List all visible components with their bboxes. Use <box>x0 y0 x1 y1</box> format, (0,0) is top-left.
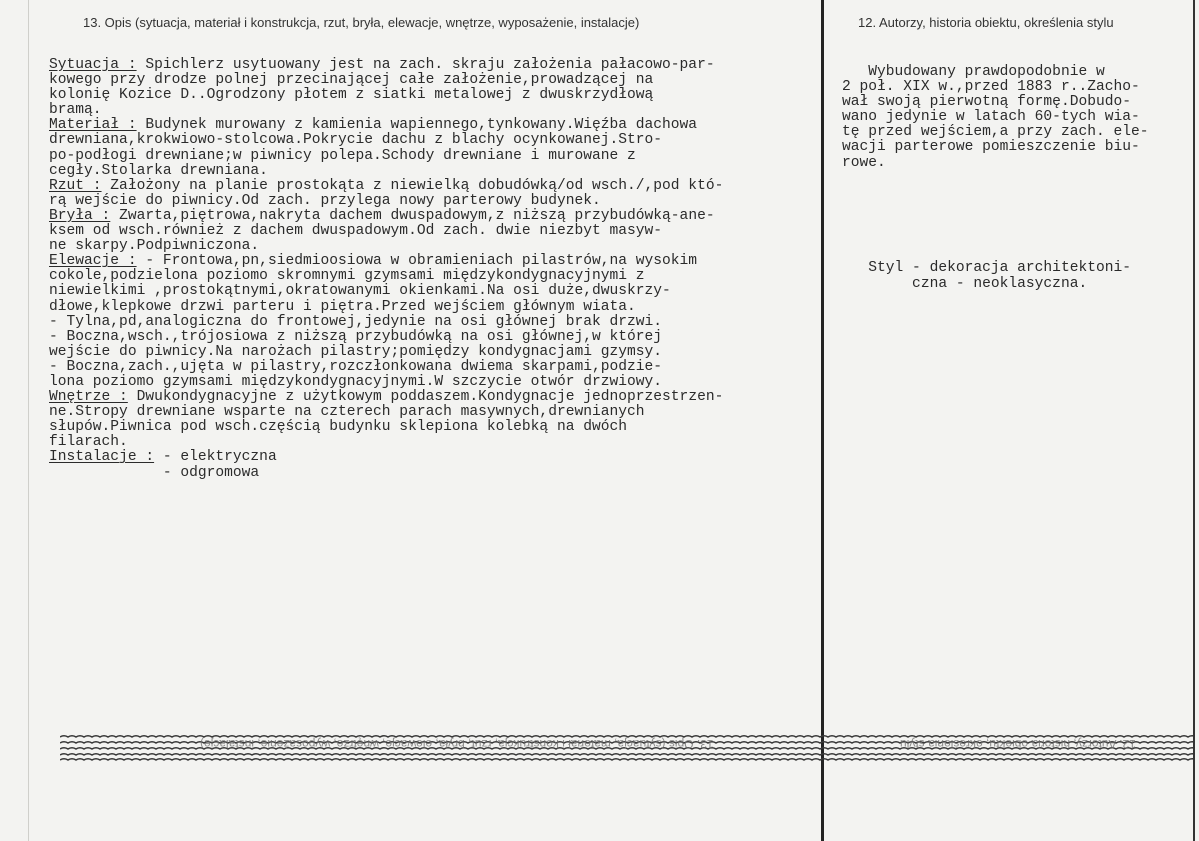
description-line <box>49 450 819 465</box>
description-line <box>49 118 819 133</box>
section-label: Instalacje : <box>49 449 155 466</box>
wave-line <box>60 754 1193 755</box>
description-line <box>49 284 819 299</box>
description-line <box>49 435 819 450</box>
line-text: dłowe,klepkowe drzwi parteru i piętra.Przed wejściem głównym wiata. <box>49 298 636 315</box>
line-text: rą wejście do piwnicy.Od zach. przylega nowy parterowy budynek. <box>49 192 601 209</box>
line-text: kowego przy drodze polnej przecinającej całe założenie,prowadzącej na <box>49 72 654 89</box>
description-line <box>49 466 819 481</box>
section-label: Wnętrze : <box>49 389 128 406</box>
line-text: filarach. <box>49 434 128 451</box>
description-line <box>49 179 819 194</box>
line-text: Budynek murowany z kamienia wapiennego,tynkowany.Więźba dachowa <box>136 117 698 134</box>
description-line <box>49 300 819 315</box>
style-line: Styl - dekoracja architektoni- <box>842 260 1132 276</box>
description-line <box>49 239 819 254</box>
line-text: cokole,podzielona poziomo skromnymi gzymsami międzykondygnacyjnymi z <box>49 268 645 285</box>
line-text: niewielkimi ,prostokątnymi,okratowanymi okienkami.Na osi duże,dwuskrzy- <box>49 283 671 300</box>
section-label: Rzut : <box>49 177 102 194</box>
history-line: tę przed wejściem,a przy zach. ele- <box>842 124 1149 141</box>
wave-line <box>60 759 1193 760</box>
column-divider <box>821 0 824 841</box>
line-text: wejście do piwnicy.Na narożach pilastry;pomiędzy kondygnacjami gzymsy. <box>49 343 663 360</box>
section-label: Materiał : <box>49 117 137 134</box>
line-text: Założony na planie prostokąta z niewielką dobudówką/od wsch./,pod któ- <box>101 177 724 194</box>
line-text: po-podłogi drewniane;w piwnicy polepa.Schody drewniane i murowane z <box>49 147 636 164</box>
line-text: ksem od wsch.również z dachem dwuspadowym.Od zach. dwie niezbyt masyw- <box>49 223 663 240</box>
line-text: cegły.Stolarka drewniana. <box>49 162 268 179</box>
description-line <box>49 269 819 284</box>
history-line: 2 poł. XIX w.,przed 1883 r..Zacho- <box>842 79 1140 96</box>
line-text: - Boczna,zach.,ujęta w pilastry,rozczłonkowana dwiema skarpami,podzie- <box>49 358 663 375</box>
description-line <box>49 420 819 435</box>
history-line: wacji parterowe pomieszczenie biu- <box>842 139 1140 156</box>
section-12-header: 12. Autorzy, historia obiektu, określenia stylu <box>858 15 1114 30</box>
description-line <box>49 360 819 375</box>
section-13-header: 13. Opis (sytuacja, materiał i konstrukcja, rzut, bryła, elewacje, wnętrze, wyposażenie, instalacje) <box>83 15 640 30</box>
right-border <box>1193 0 1195 841</box>
description-line <box>49 315 819 330</box>
line-text: Zwarta,piętrowa,nakryta dachem dwuspadowym,z niższą przybudówką-ane- <box>110 207 715 224</box>
description-line <box>49 224 819 239</box>
description-line <box>49 254 819 269</box>
line-text: ne skarpy.Podpiwniczona. <box>49 238 260 255</box>
line-text: - Boczna,wsch.,trójosiowa z niższą przybudówką na osi głównej,w której <box>49 328 663 345</box>
line-text: bramą. <box>49 102 102 119</box>
history-line: rowe. <box>842 154 886 171</box>
description-line <box>49 375 819 390</box>
mirrored-header-12: 12. Autorzy, historia obiektu, określenia stylu <box>900 737 1136 751</box>
section-label: Elewacje : <box>49 253 137 270</box>
line-text: lona poziomo gzymsami międzykondygnacyjnymi.W szczycie otwór drzwiowy. <box>49 373 663 390</box>
style-line: czna - neoklasyczna. <box>842 276 1088 292</box>
description-line <box>49 209 819 224</box>
history-line: Wybudowany prawdopodobnie w <box>842 64 1105 80</box>
line-text: - Tylna,pd,analogiczna do frontowej,jedynie na osi głównej brak drzwi. <box>49 313 663 330</box>
line-text: - elektryczna <box>154 449 277 466</box>
description-line <box>49 345 819 360</box>
history-column <box>842 65 1187 171</box>
section-label: Sytuacja : <box>49 57 137 73</box>
description-line <box>49 390 819 405</box>
description-line <box>49 88 819 103</box>
line-text: ne.Stropy drewniane wsparte na czterech parach masywnych,drewnianych <box>49 404 645 421</box>
line-text: - odgromowa <box>49 464 260 481</box>
description-column <box>49 58 819 481</box>
line-text: drewniana,krokwiowo-stolcowa.Pokrycie dachu z blachy ocynkowanej.Stro- <box>49 132 663 149</box>
description-line <box>49 149 819 164</box>
description-line <box>49 73 819 88</box>
style-note <box>842 260 1131 292</box>
description-line <box>49 164 819 179</box>
mirrored-header-13: 13. Opis (sytuacja, materiał i konstrukcja, rzut, bryła, elewacje, wnętrze, wyposażenie, instalacje) <box>200 737 714 751</box>
description-line <box>49 58 819 73</box>
line-text: słupów.Piwnica pod wsch.częścią budynku sklepiona kolebką na dwóch <box>49 419 628 436</box>
line-text: Spichlerz usytuowany jest na zach. skraju założenia pałacowo-par- <box>136 57 715 73</box>
description-line <box>49 103 819 118</box>
left-border <box>28 0 29 841</box>
history-line: wał swoją pierwotną formę.Dobudo- <box>842 94 1132 111</box>
line-text: - Frontowa,pn,siedmioosiowa w obramieniach pilastrów,na wysokim <box>136 253 698 270</box>
description-line <box>49 405 819 420</box>
section-label: Bryła : <box>49 207 111 224</box>
description-line <box>49 194 819 209</box>
history-line: wano jedynie w latach 60-tych wia- <box>842 109 1140 126</box>
line-text: kolonię Kozice D..Ogrodzony płotem z siatki metalowej z dwuskrzydłową <box>49 87 654 104</box>
description-line <box>49 133 819 148</box>
description-line <box>49 330 819 345</box>
line-text: Dwukondygnacyjne z użytkowym poddaszem.Kondygnacje jednoprzestrzen- <box>127 389 724 406</box>
